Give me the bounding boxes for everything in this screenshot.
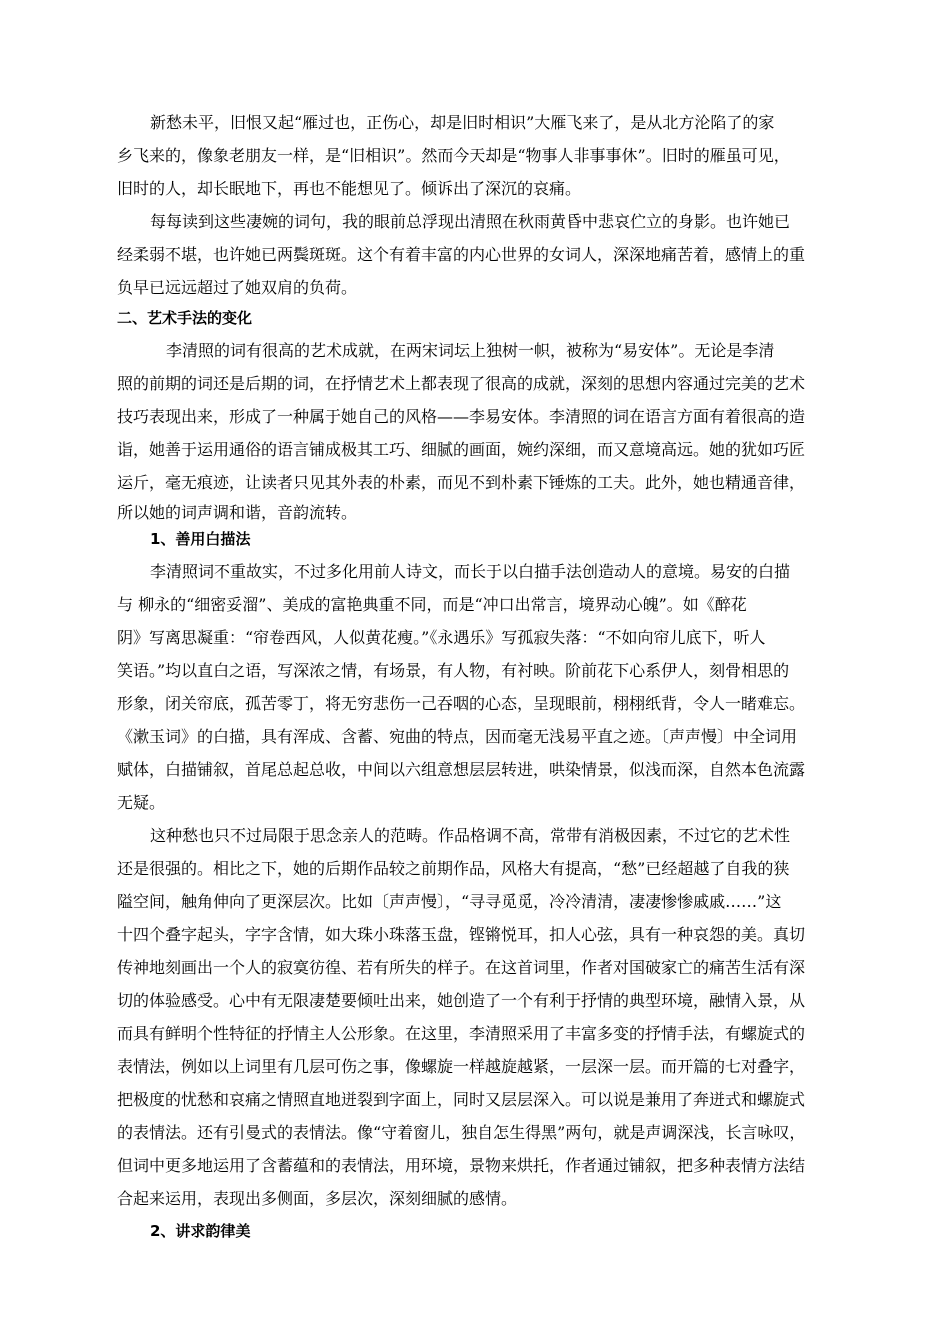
para4-line-5: 形象，闭关帘底，孤苦零丁，将无穷悲伤一己吞咽的心态，呈现眼前，栩栩纸背，令人一睹难忘。 — [117, 694, 806, 713]
para4-line-2: 与 柳永的“细密妥溜”、美成的富艳典重不同，而是“冲口出常言，境界动心魄”。如《醉花 — [117, 595, 747, 614]
para4-line-6: 《漱玉词》的白描，具有浑成、含蓄、宛曲的特点，因而毫无浅易平直之迹。〔声声慢〕中全词用 — [117, 727, 798, 746]
para5-line-2: 还是很强的。相比之下，她的后期作品较之前期作品，风格大有提高，“愁”已经超越了自我的狭 — [117, 859, 790, 878]
para3-line-5: 运斤，毫无痕迹，让读者只见其外表的朴素，而见不到朴素下锤炼的工夫。此外，她也精通音律， — [117, 473, 806, 492]
para5-line-12: 合起来运用，表现出多侧面，多层次，深刻细腻的感情。 — [117, 1189, 518, 1208]
para5-line-10: 的表情法。还有引曼式的表情法。像“守着窗儿，独自怎生得黑”两句，就是声调深浅，长言咏叹， — [117, 1123, 806, 1142]
para3-line-1: 李清照的词有很高的艺术成就，在两宋词坛上独树一帜，被称为“易安体”。无论是李清 — [166, 341, 775, 360]
para4-line-4: 笑语。”均以直白之语，写深浓之情，有场景，有人物，有衬映。阶前花下心系伊人，刻骨相思的 — [117, 661, 790, 680]
para3-line-2: 照的前期的词还是后期的词，在抒情艺术上都表现了很高的成就，深刻的思想内容通过完美的艺术 — [117, 374, 806, 393]
section-heading-art-techniques: 二、艺术手法的变化 — [117, 309, 253, 327]
para5-line-11: 但词中更多地运用了含蓄蕴和的表情法，用环境，景物来烘托，作者通过铺叙，把多种表情方法结 — [117, 1156, 806, 1175]
para4-line-8: 无疑。 — [117, 793, 166, 812]
para1-line-2: 乡飞来的，像象老朋友一样，是“旧相识”。然而今天却是“物事人非事事休”。旧时的雁虽可见， — [117, 146, 790, 165]
para1-line-1: 新愁未平，旧恨又起“雁过也，正伤心，却是旧时相识”大雁飞来了，是从北方沦陷了的家 — [150, 113, 775, 132]
para4-line-7: 赋体，白描铺叙，首尾总起总收，中间以六组意想层层转进，哄染情景，似浅而深，自然本色流露 — [117, 760, 806, 779]
para3-line-4: 诣，她善于运用通俗的语言铺成极其工巧、细腻的画面，婉约深细，而又意境高远。她的犹如巧匠 — [117, 440, 806, 459]
para5-line-3: 隘空间，触角伸向了更深层次。比如〔声声慢〕，“寻寻觅觅，冷冷清清，凄凄惨惨戚戚……”这 — [117, 892, 782, 911]
subheading-plain-description: 1、善用白描法 — [150, 530, 251, 548]
para5-line-6: 切的体验感受。心中有无限凄楚要倾吐出来，她创造了一个有利于抒情的典型环境，融情入景，从 — [117, 991, 806, 1010]
para5-line-4: 十四个叠字起头，字字含情，如大珠小珠落玉盘，铿锵悦耳，扣人心弦，具有一种哀怨的美。真切 — [117, 925, 806, 944]
para5-line-8: 表情法，例如以上词里有几层可伤之事，像螺旋一样越旋越紧，一层深一层。而开篇的七对叠字， — [117, 1057, 806, 1076]
para3-line-3: 技巧表现出来，形成了一种属于她自己的风格——李易安体。李清照的词在语言方面有着很高的造 — [117, 407, 806, 426]
para5-line-9: 把极度的忧愁和哀痛之情照直地迸裂到字面上，同时又层层深入。可以说是兼用了奔迸式和螺旋式 — [117, 1090, 806, 1109]
para1-line-3: 旧时的人，却长眠地下，再也不能想见了。倾诉出了深沉的哀痛。 — [117, 179, 582, 198]
para4-line-1: 李清照词不重故实，不过多化用前人诗文，而长于以白描手法创造动人的意境。易安的白描 — [150, 562, 791, 581]
para5-line-5: 传神地刻画出一个人的寂寞彷徨、若有所失的样子。在这首词里，作者对国破家亡的痛苦生活有深 — [117, 958, 806, 977]
para4-line-3: 阴》写离思凝重：“帘卷西风，人似黄花瘦。”《永遇乐》写孤寂失落：“不如向帘儿底下，听人 — [117, 628, 766, 647]
para5-line-7: 而具有鲜明个性特征的抒情主人公形象。在这里，李清照采用了丰富多变的抒情手法，有螺旋式的 — [117, 1024, 806, 1043]
para2-line-1: 每每读到这些凄婉的词句，我的眼前总浮现出清照在秋雨黄昏中悲哀伫立的身影。也许她已 — [150, 212, 791, 231]
para5-line-1: 这种愁也只不过局限于思念亲人的范畴。作品格调不高，常带有消极因素，不过它的艺术性 — [150, 826, 791, 845]
para2-line-3: 负早已远远超过了她双肩的负荷。 — [117, 278, 358, 297]
subheading-rhythm: 2、讲求韵律美 — [150, 1222, 251, 1240]
para2-line-2: 经柔弱不堪，也许她已两鬓斑斑。这个有着丰富的内心世界的女词人，深深地痛苦着，感情上的重 — [117, 245, 806, 264]
para3-line-6: 所以她的词声调和谐，音韵流转。 — [117, 503, 358, 522]
